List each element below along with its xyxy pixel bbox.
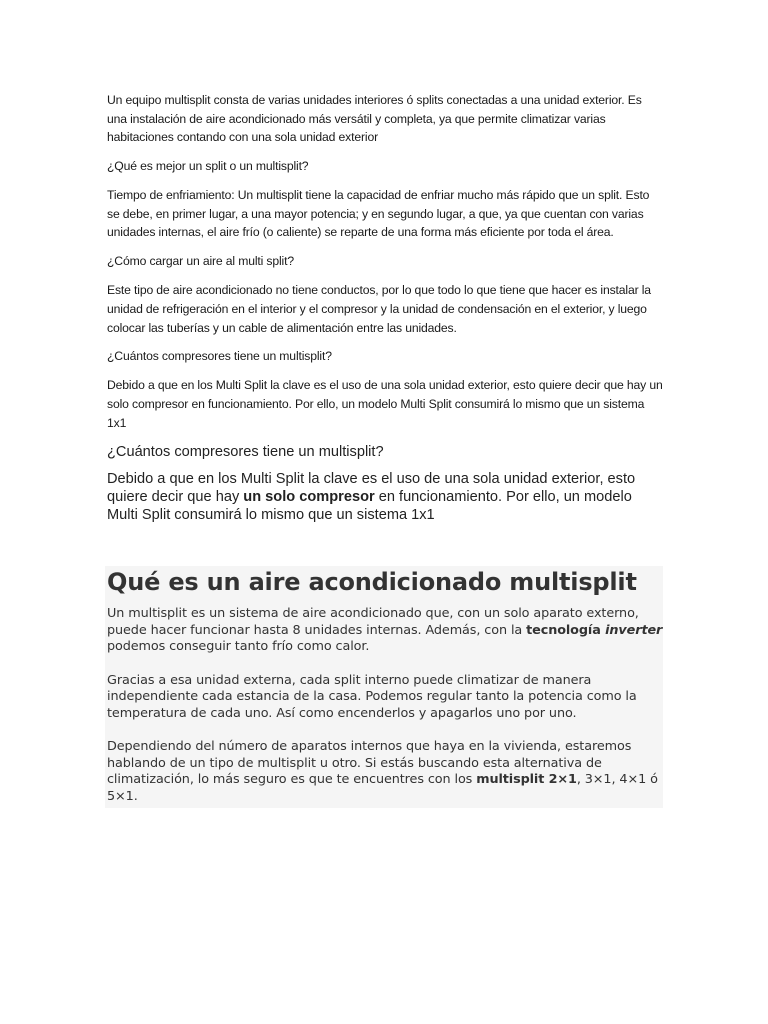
paragraph-text-1: Un multisplit es un sistema de aire acondicionado que, con un solo aparato externo, puede hacer funcionar hasta 8 unidades internas. Además, con la (107, 606, 639, 638)
answer-text-2: en funcionamiento. Por ello, un modelo Multi Split consumirá lo mismo que un sistema 1x1 (107, 488, 632, 523)
paragraph-text-4: , 3×1, 4×1 ó 5×1. (107, 772, 658, 804)
answer-bold: un solo compresor (243, 488, 375, 505)
highlighted-section (105, 566, 663, 808)
paragraph-intro: Un equipo multisplit consta de varias unidades interiores ó splits conectadas a una unidad exterior. Es una instalación de aire acondicionado más versátil y completa, ya que permite climatizar varias habitaciones contando con una sola unidad exterior (107, 93, 642, 145)
paragraph-external-unit: Gracias a esa unidad externa, cada split interno puede climatizar de manera independiente cada estancia de la casa. Podemos regular tanto la potencia como la temperatura de cada uno. Así como encenderlos y apagarlos uno por uno. (107, 672, 637, 721)
paragraph-text-3: Dependiendo del número de aparatos internos que haya en la vivienda, estaremos hablando de un tipo de multisplit u otro. Si estás buscando esta alternativa de climatización, lo más seguro es que te encuentres con los (107, 739, 632, 787)
bold-tecnologia: tecnología (526, 622, 606, 638)
paragraph-types (107, 739, 663, 805)
paragraph-compressors: Debido a que en los Multi Split la clave es el uso de una sola unidad exterior, esto quiere decir que hay un solo compresor en funcionamiento. Por ello, un modelo Multi Split consumirá lo mismo que un sistema 1x1 (107, 378, 663, 430)
paragraph-installation: Este tipo de aire acondicionado no tiene conductos, por lo que todo lo que tiene que hacer es instalar la unidad de refrigeración en el interior y el compresor y la unidad de condensación en el exterior, y luego colocar las tuberías y un cable de alimentación entre las unidades. (107, 283, 651, 335)
paragraph-what-is-multisplit (107, 606, 663, 656)
bold-multisplit-2x1: multisplit 2×1 (476, 772, 577, 787)
section-heading: Qué es un aire acondicionado multisplit (107, 568, 637, 596)
paragraph-text-2: podemos conseguir tanto frío como calor. (107, 639, 370, 654)
question-split-vs-multisplit: ¿Qué es mejor un split o un multisplit? (107, 159, 309, 174)
question-compressors: ¿Cuántos compresores tiene un multisplit? (107, 349, 332, 364)
question-how-to-charge: ¿Cómo cargar un aire al multi split? (107, 254, 294, 269)
document-body (107, 91, 663, 524)
paragraph-cooling-time: Tiempo de enfriamiento: Un multisplit tiene la capacidad de enfriar mucho más rápido que un split. Esto se debe, en primer lugar, a una mayor potencia; y en segundo lugar, a que, ya que cuentan con varias unidades internas, el aire frío (o caliente) se reparte de una forma más eficiente por toda el área. (107, 188, 650, 240)
question-compressors-large: ¿Cuántos compresores tiene un multisplit? (107, 443, 384, 460)
answer-text-1: Debido a que en los Multi Split la clave es el uso de una sola unidad exterior, esto quiere decir que hay (107, 470, 636, 505)
paragraph-compressors-large (107, 470, 663, 524)
bold-italic-inverter: inverter (605, 622, 663, 638)
highlighted-section-content (107, 566, 663, 805)
